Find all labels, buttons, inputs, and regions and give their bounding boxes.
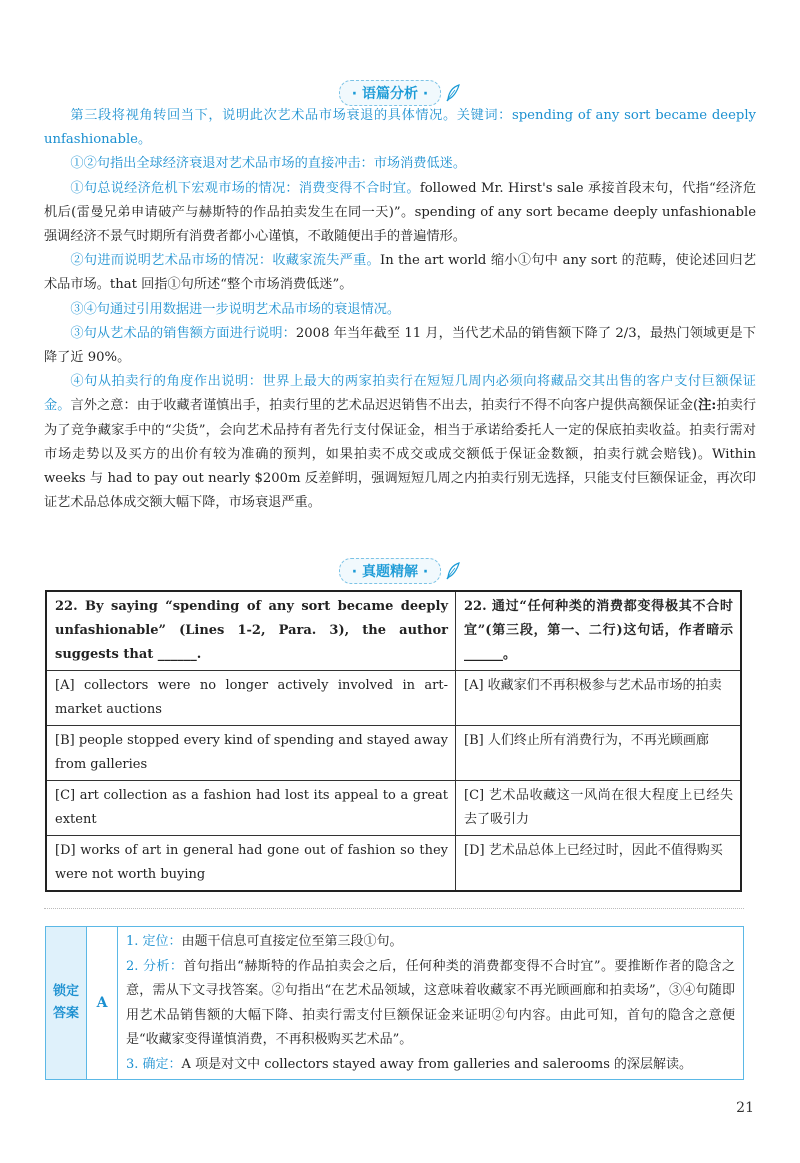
option-row-b — [46, 726, 741, 781]
section-heading-exam — [0, 558, 800, 584]
option-row-a — [46, 671, 741, 726]
answer-step-3 — [126, 1053, 735, 1078]
analysis-paragraph-4 — [44, 249, 756, 297]
option-c-en: [C] art collection as a fashion had lost its appeal to a great extent — [46, 781, 456, 836]
answer-label — [46, 927, 87, 1079]
step-3-label: 3. 确定： — [126, 1056, 182, 1072]
question-table — [45, 590, 742, 892]
analysis-paragraph-6 — [44, 322, 756, 370]
step-1-text: 由题干信息可直接定位至第三段①句。 — [181, 934, 403, 949]
analysis-p6-text: 2008 年当年截至 11 月，当代艺术品的销售额下降了 2/3，最热门领域更是下降了近 90%。 — [44, 325, 756, 366]
analysis-p7-highlight: ④句从拍卖行的角度作出说明：世界上最大的两家拍卖行在短短几周内必须向将藏品交其出售的客户支付巨额保证金。 — [44, 374, 756, 414]
analysis-p4-highlight: ②句进而说明艺术品市场的情况：收藏家流失严重。 — [70, 253, 381, 269]
section-heading-analysis — [0, 80, 800, 106]
analysis-paragraph-5 — [44, 298, 756, 322]
heading-text: · 语篇分析 · — [351, 86, 429, 102]
question-stem-cn: 22. 通过“任何种类的消费都变得极其不合时宜”(第三段，第一、二行)这句话，作者暗示______。 — [456, 591, 742, 671]
analysis-p7-text-b: 拍卖行为了竞争藏家手中的“尖货”，会向艺术品持有者先行支付保证金，相当于承诺给委托人一定的保底拍卖收益。拍卖行需对市场走势以及买方的出价有较为准确的预判，如果拍卖不成交或成交额低于保证金数额，拍卖行就会赔钱)。Within weeks 与 had to pay out nearly $200m 反差鲜明，强调短短几周之内拍卖行别无选择，只能支付巨额保证金，再次印证艺术品总体成交额大幅下降，市场衰退严重。 — [44, 398, 757, 511]
analysis-p5-highlight: ③④句通过引用数据进一步说明艺术品市场的衰退情况。 — [70, 301, 401, 317]
analysis-paragraph-2 — [44, 152, 756, 176]
passage-analysis — [44, 104, 756, 515]
answer-explanation — [118, 927, 743, 1079]
question-stem-row — [46, 591, 741, 671]
option-b-cn: [B] 人们终止所有消费行为，不再光顾画廊 — [456, 726, 742, 781]
step-1-label: 1. 定位： — [126, 934, 182, 949]
analysis-p3-text: followed Mr. Hirst's sale 承接首段末句，代指“经济危机后(雷曼兄弟申请破产与赫斯特的作品拍卖发生在同一天)”。spending of any sort became deeply unfashionable 强调经济不景气时期所有消费者都小心谨慎，不敢随便出手的普遍情形。 — [44, 180, 757, 245]
option-a-en: [A] collectors were no longer actively involved in art-market auctions — [46, 671, 456, 726]
question-stem-en: 22. By saying “spending of any sort became deeply unfashionable” (Lines 1-2, Para. 3), the author suggests that ______. — [46, 591, 456, 671]
step-3-text: A 项是对文中 collectors stayed away from galleries and salerooms 的深层解读。 — [181, 1056, 693, 1072]
note-label: 注: — [698, 398, 717, 414]
page-number: 21 — [736, 1100, 754, 1116]
answer-box — [45, 926, 744, 1080]
feather-pen-icon — [445, 562, 461, 580]
option-b-en: [B] people stopped every kind of spending and stayed away from galleries — [46, 726, 456, 781]
answer-letter: A — [87, 927, 118, 1079]
option-d-en: [D] works of art in general had gone out of fashion so they were not worth buying — [46, 836, 456, 892]
step-2-text: 首句指出“赫斯特的作品拍卖会之后，任何种类的消费都变得不合时宜”。要推断作者的隐含之意，需从下文寻找答案。②句指出“在艺术品领域，这意味着收藏家不再光顾画廊和拍卖场”，③④句随即用艺术品销售额的大幅下降、拍卖行需支付巨额保证金来证明②句内容。由此可知，首句的隐含之意便是“收藏家变得谨慎消费，不再积极购买艺术品”。 — [126, 958, 735, 1047]
analysis-p3-highlight: ①句总说经济危机下宏观市场的情况：消费变得不合时宜。 — [70, 180, 420, 196]
option-c-cn: [C] 艺术品收藏这一风尚在很大程度上已经失去了吸引力 — [456, 781, 742, 836]
heading-pill — [339, 80, 441, 106]
answer-step-1 — [126, 930, 735, 955]
analysis-p6-highlight: ③句从艺术品的销售额方面进行说明： — [70, 325, 296, 341]
answer-step-2 — [126, 955, 735, 1053]
analysis-p4-text: In the art world 缩小①句中 any sort 的范畴，使论述回归艺术品市场。that 回指①句所述“整个市场消费低迷”。 — [44, 253, 757, 293]
analysis-paragraph-3 — [44, 177, 756, 250]
analysis-p1-highlight: 第三段将视角转回当下，说明此次艺术品市场衰退的具体情况。关键词：spending of any sort became deeply unfashionable。 — [44, 108, 756, 148]
analysis-p7-text-a: 言外之意：由于收藏者谨慎出手，拍卖行里的艺术品迟迟销售不出去，拍卖行不得不向客户提供高额保证金( — [70, 398, 699, 414]
option-row-c — [46, 781, 741, 836]
heading-pill — [339, 558, 441, 584]
option-a-cn: [A] 收藏家们不再积极参与艺术品市场的拍卖 — [456, 671, 742, 726]
heading-text: · 真题精解 · — [351, 564, 429, 580]
analysis-paragraph-7 — [44, 370, 756, 515]
analysis-paragraph-1 — [44, 104, 756, 152]
option-d-cn: [D] 艺术品总体上已经过时，因此不值得购买 — [456, 836, 742, 892]
step-2-label: 2. 分析： — [126, 958, 184, 974]
analysis-p2-highlight: ①②句指出全球经济衰退对艺术品市场的直接冲击：市场消费低迷。 — [70, 156, 467, 172]
answer-label-text: 锁定答案 — [52, 984, 79, 1021]
feather-pen-icon — [445, 84, 461, 102]
option-row-d — [46, 836, 741, 892]
dotted-divider — [44, 908, 744, 909]
